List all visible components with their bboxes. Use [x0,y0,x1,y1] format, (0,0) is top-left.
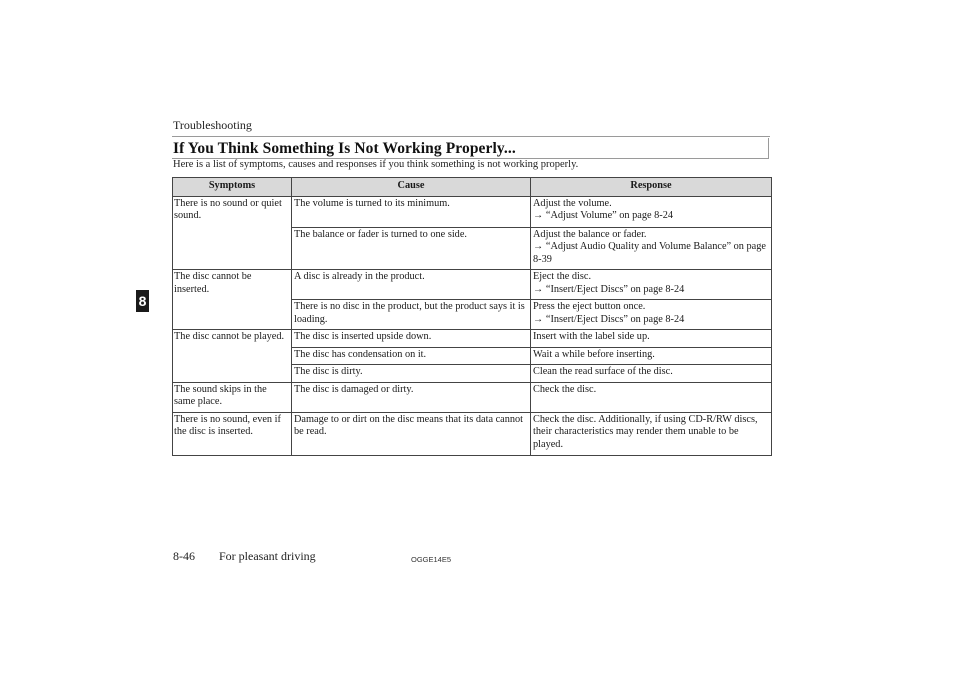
intro-text: Here is a list of symptoms, causes and responses if you think something is not working properly. [173,159,579,170]
response-cell [531,382,772,412]
cause-cell: A disc is already in the product. [292,270,531,300]
symptom-cell: There is no sound, even if the disc is inserted. [173,412,292,455]
response-reference: → “Adjust Audio Quality and Volume Balance” on page 8-39 [533,241,766,265]
table-row [173,196,772,227]
response-line: Eject the disc. [533,271,592,282]
response-line: Adjust the balance or fader. [533,228,647,240]
response-line: Clean the read surface of the disc. [533,366,673,377]
table-row [173,270,772,300]
response-cell [531,365,772,383]
page-number: 8-46 [173,549,195,563]
column-header-cause: Cause [292,178,531,197]
document-code: OGGE14E5 [411,555,452,564]
response-line: Wait a while before inserting. [533,348,655,360]
column-header-symptoms: Symptoms [173,178,292,197]
cause-cell: The disc is damaged or dirty. [292,382,531,412]
chapter-tab: 8 [136,290,149,312]
cause-cell: The disc is inserted upside down. [292,330,531,348]
symptom-cell: The disc cannot be inserted. [173,270,292,330]
cause-cell: Damage to or dirt on the disc means that its data cannot be read. [292,412,531,455]
response-cell [531,330,772,348]
response-line: Press the eject button once. [533,301,646,312]
response-reference: → “Adjust Volume” on page 8-24 [533,210,674,221]
cause-cell: The disc has condensation on it. [292,347,531,365]
response-reference: → “Insert/Eject Discs” on page 8-24 [533,283,685,295]
response-cell [531,270,772,300]
table-header-row [173,178,772,197]
section-label: Troubleshooting [173,118,252,132]
symptom-cell: The disc cannot be played. [173,330,292,383]
cause-cell: The volume is turned to its minimum. [292,196,531,227]
table-row [173,330,772,348]
troubleshooting-table [172,177,772,456]
response-line: Insert with the label side up. [533,331,650,342]
footer-section-title: For pleasant driving [219,549,316,563]
cause-cell: The disc is dirty. [292,365,531,383]
response-cell [531,196,772,227]
cause-cell: The balance or fader is turned to one side. [292,227,531,270]
response-cell [531,300,772,330]
page-title: If You Think Something Is Not Working Properly... [173,140,516,157]
response-cell [531,347,772,365]
symptom-cell: There is no sound or quiet sound. [173,196,292,270]
response-line: Check the disc. [533,383,597,395]
table-row [173,382,772,412]
header-rule [172,136,770,137]
cause-cell: There is no disc in the product, but the product says it is loading. [292,300,531,330]
response-line: Check the disc. Additionally, if using CD-R/RW discs, their characteristics may render them unable to be played. [533,413,758,450]
response-cell [531,412,772,455]
response-reference: → “Insert/Eject Discs” on page 8-24 [533,313,685,325]
response-line: Adjust the volume. [533,197,612,209]
table-row [173,412,772,455]
symptom-cell: The sound skips in the same place. [173,382,292,412]
response-cell [531,227,772,270]
column-header-response: Response [531,178,772,197]
